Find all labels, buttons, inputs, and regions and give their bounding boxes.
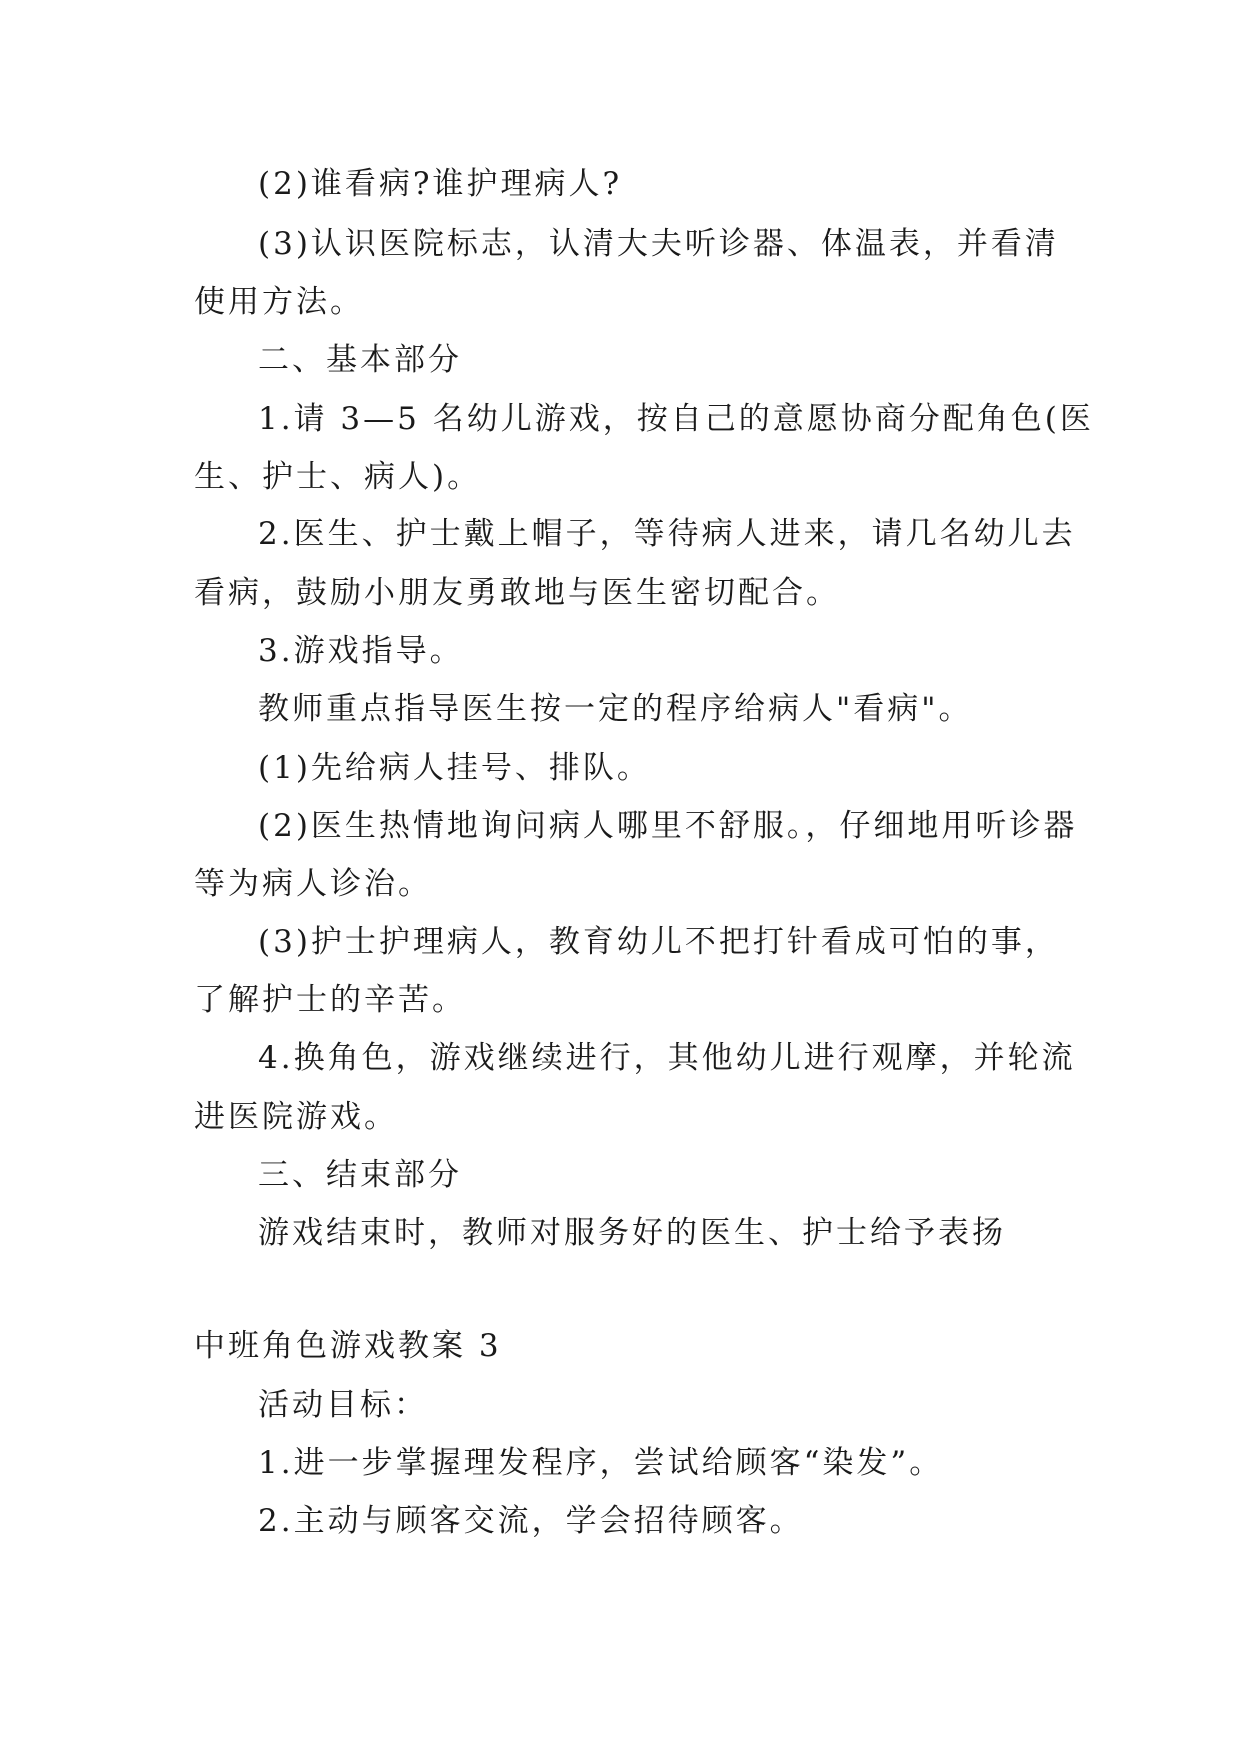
text-line: (1)先给病人挂号、排队。 — [258, 750, 651, 786]
text-line: 游戏结束时，教师对服务好的医生、护士给予表扬 — [258, 1215, 1006, 1251]
text-line: (3)护士护理病人，教育幼儿不把打针看成可怕的事， — [258, 924, 1059, 960]
text-line: 生、护士、病人)。 — [194, 459, 482, 495]
text-line: 2.医生、护士戴上帽子，等待病人进来，请几名幼儿去 — [258, 516, 1076, 552]
text-line: 4.换角色，游戏继续进行，其他幼儿进行观摩，并轮流 — [258, 1040, 1076, 1076]
text-line: 等为病人诊治。 — [194, 866, 432, 902]
text-line: 教师重点指导医生按一定的程序给病人"看病"。 — [258, 691, 973, 727]
text-line: (2)医生热情地询问病人哪里不舒服。，仔细地用听诊器 — [258, 808, 1078, 844]
text-line: 1.请 3—5 名幼儿游戏，按自己的意愿协商分配角色(医 — [258, 401, 1094, 437]
text-line: 了解护士的辛苦。 — [194, 982, 466, 1018]
section-heading: 二、基本部分 — [258, 342, 462, 378]
text-line: 使用方法。 — [194, 284, 364, 320]
text-line: 1.进一步掌握理发程序，尝试给顾客“染发”。 — [258, 1445, 944, 1481]
section-heading: 三、结束部分 — [258, 1157, 462, 1193]
document-title: 中班角色游戏教案 3 — [194, 1328, 502, 1364]
text-line: 2.主动与顾客交流，学会招待顾客。 — [258, 1503, 804, 1539]
text-line: (2)谁看病?谁护理病人? — [258, 166, 623, 202]
text-line: 进医院游戏。 — [194, 1099, 398, 1135]
text-line: 活动目标： — [258, 1387, 428, 1423]
text-line: 看病，鼓励小朋友勇敢地与医生密切配合。 — [194, 575, 840, 611]
text-line: 3.游戏指导。 — [258, 633, 464, 669]
text-line: (3)认识医院标志，认清大夫听诊器、体温表，并看清 — [258, 226, 1059, 262]
